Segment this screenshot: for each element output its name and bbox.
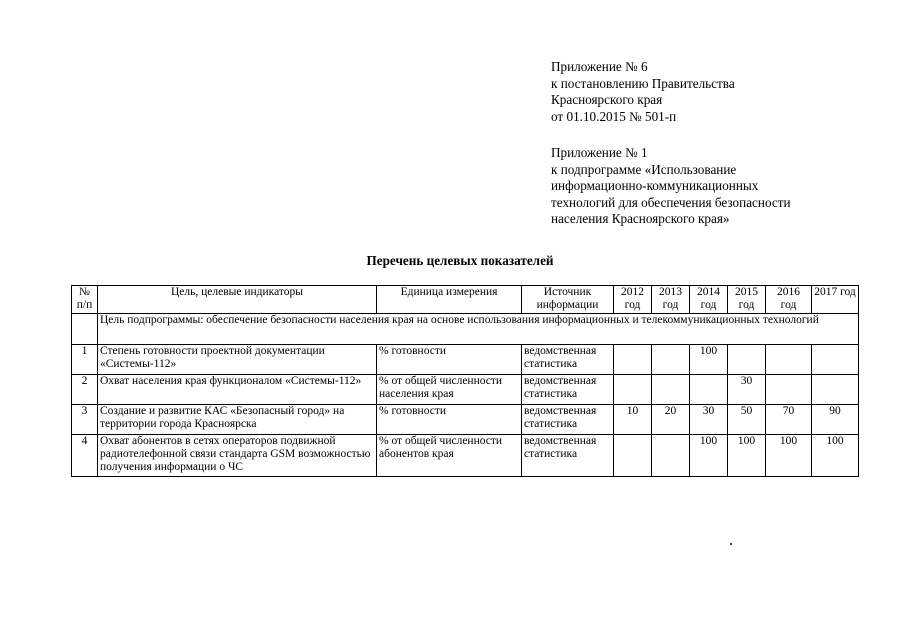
header-source: Источник информации bbox=[522, 286, 614, 314]
value-2013: 20 bbox=[652, 405, 690, 435]
indicators-table bbox=[71, 285, 859, 477]
value-2012: 10 bbox=[614, 405, 652, 435]
annex-line: Приложение № 6 bbox=[551, 59, 648, 74]
value-2017: 90 bbox=[812, 405, 859, 435]
annex-line: к подпрограмме «Использование bbox=[551, 161, 737, 177]
value-2017 bbox=[812, 345, 859, 375]
table-row bbox=[72, 435, 859, 477]
header-year-2016: 2016 год bbox=[766, 286, 812, 314]
annex-line: Приложение № 1 bbox=[551, 145, 648, 160]
value-2014: 30 bbox=[690, 405, 728, 435]
scan-speck bbox=[730, 543, 732, 545]
unit-cell: % от общей численности населения края bbox=[377, 375, 522, 405]
header-goal: Цель, целевые индикаторы bbox=[98, 286, 377, 314]
table-header-row bbox=[72, 286, 859, 314]
header-num: № п/п bbox=[72, 286, 98, 314]
value-2016: 70 bbox=[766, 405, 812, 435]
table-row bbox=[72, 345, 859, 375]
value-2017 bbox=[812, 375, 859, 405]
unit-cell: % готовности bbox=[377, 345, 522, 375]
value-2015: 30 bbox=[728, 375, 766, 405]
source-cell: ведомственная статистика bbox=[522, 435, 614, 477]
goal-row bbox=[72, 314, 859, 345]
annex-header-main bbox=[551, 59, 891, 125]
value-2014: 100 bbox=[690, 345, 728, 375]
value-2017: 100 bbox=[812, 435, 859, 477]
source-cell: ведомственная статистика bbox=[522, 345, 614, 375]
table-row bbox=[72, 405, 859, 435]
source-cell: ведомственная статистика bbox=[522, 375, 614, 405]
document-title: Перечень целевых показателей bbox=[366, 253, 554, 268]
value-2012 bbox=[614, 345, 652, 375]
value-2015 bbox=[728, 345, 766, 375]
value-2012 bbox=[614, 375, 652, 405]
value-2016 bbox=[766, 345, 812, 375]
value-2015: 100 bbox=[728, 435, 766, 477]
value-2014: 100 bbox=[690, 435, 728, 477]
table-row bbox=[72, 375, 859, 405]
goal-row-text: Цель подпрограммы: обеспечение безопасности населения края на основе использования информационных и телекоммуникационных технологий bbox=[98, 314, 859, 345]
indicator-name: Степень готовности проектной документации «Системы-112» bbox=[98, 345, 377, 375]
value-2016: 100 bbox=[766, 435, 812, 477]
value-2013 bbox=[652, 345, 690, 375]
value-2012 bbox=[614, 435, 652, 477]
value-2013 bbox=[652, 435, 690, 477]
annex-line: от 01.10.2015 № 501-п bbox=[551, 108, 677, 124]
annex-line: населения Красноярского края» bbox=[551, 211, 730, 226]
value-2013 bbox=[652, 375, 690, 405]
header-year-2012: 2012 год bbox=[614, 286, 652, 314]
source-cell: ведомственная статистика bbox=[522, 405, 614, 435]
annex-header-sub bbox=[551, 145, 891, 228]
indicator-name: Охват населения края функционалом «Системы-112» bbox=[98, 375, 377, 405]
annex-line: технологий для обеспечения безопасности bbox=[551, 194, 791, 210]
row-number: 3 bbox=[72, 405, 98, 435]
value-2014 bbox=[690, 375, 728, 405]
indicator-name: Создание и развитие КАС «Безопасный город» на территории города Красноярска bbox=[98, 405, 377, 435]
row-number: 1 bbox=[72, 345, 98, 375]
header-year-2013: 2013 год bbox=[652, 286, 690, 314]
header-year-2014: 2014 год bbox=[690, 286, 728, 314]
header-year-2015: 2015 год bbox=[728, 286, 766, 314]
goal-row-num-cell bbox=[72, 314, 98, 345]
value-2016 bbox=[766, 375, 812, 405]
indicator-name: Охват абонентов в сетях операторов подвижной радиотелефонной связи стандарта GSM возможностью получения информации о ЧС bbox=[98, 435, 377, 477]
header-unit: Единица измерения bbox=[377, 286, 522, 314]
unit-cell: % от общей численности абонентов края bbox=[377, 435, 522, 477]
unit-cell: % готовности bbox=[377, 405, 522, 435]
header-year-2017: 2017 год bbox=[812, 286, 859, 314]
annex-line: к постановлению Правительства bbox=[551, 75, 735, 91]
value-2015: 50 bbox=[728, 405, 766, 435]
row-number: 4 bbox=[72, 435, 98, 477]
annex-line: Красноярского края bbox=[551, 92, 663, 107]
annex-line: информационно-коммуникационных bbox=[551, 178, 759, 193]
row-number: 2 bbox=[72, 375, 98, 405]
